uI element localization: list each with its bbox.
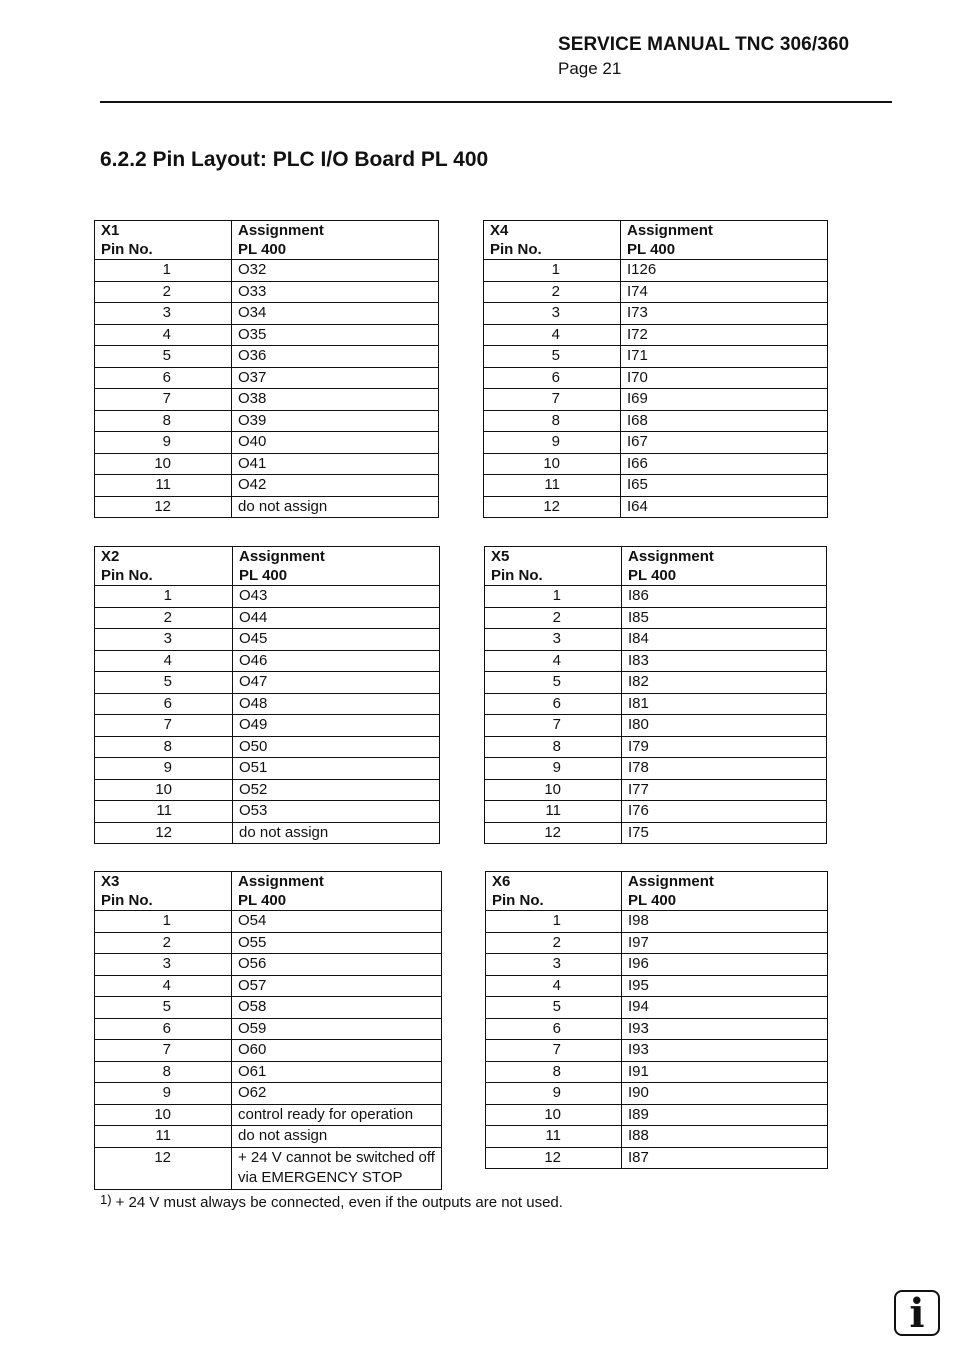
connector-label: X4: [490, 222, 509, 239]
table-row: [95, 911, 442, 933]
pin-assignment-cell: I74: [621, 281, 828, 303]
pin-assignment-cell: I80: [622, 715, 827, 737]
pin-assignment-cell: I85: [622, 607, 827, 629]
table-header-row: [95, 547, 440, 586]
pin-table-x6: [485, 871, 828, 1169]
pin-number-cell: 10: [95, 779, 233, 801]
pin-assignment-cell: I69: [621, 389, 828, 411]
pin-assignment-cell: O62: [232, 1083, 442, 1105]
table-header-row: [486, 872, 828, 911]
pin-number-cell: 7: [484, 389, 621, 411]
table-row: [95, 801, 440, 823]
pin-number-cell: 11: [95, 801, 233, 823]
table-row: [95, 758, 440, 780]
pin-assignment-cell: O55: [232, 932, 442, 954]
connector-pin-header: [486, 872, 622, 911]
connector-pin-header: [485, 547, 622, 586]
table-row: [95, 367, 439, 389]
pin-number-cell: 7: [95, 715, 233, 737]
pin-assignment-cell: I96: [622, 954, 828, 976]
pin-number-cell: 10: [486, 1104, 622, 1126]
pin-assignment-cell: O43: [233, 586, 440, 608]
pin-number-cell: 4: [95, 324, 232, 346]
pin-number-cell: 11: [484, 475, 621, 497]
pin-number-cell: 2: [486, 932, 622, 954]
table-row: [95, 954, 442, 976]
board-label: PL 400: [239, 567, 288, 584]
pin-number-cell: 9: [95, 432, 232, 454]
pin-number-cell: 10: [95, 1104, 232, 1126]
pin-assignment-cell: O33: [232, 281, 439, 303]
table-row: [485, 736, 827, 758]
assignment-header: [622, 872, 828, 911]
pin-assignment-cell: O60: [232, 1040, 442, 1062]
header-rule: [100, 101, 892, 103]
pin-number-cell: 7: [95, 389, 232, 411]
pin-assignment-cell: I64: [621, 496, 828, 518]
table-row: [484, 496, 828, 518]
pin-no-label: Pin No.: [492, 892, 544, 909]
table-row: [485, 758, 827, 780]
table-row: [485, 801, 827, 823]
table-row: [95, 410, 439, 432]
pin-assignment-cell: O56: [232, 954, 442, 976]
pin-number-cell: 1: [484, 260, 621, 282]
pin-number-cell: 10: [95, 453, 232, 475]
info-icon: i: [894, 1290, 940, 1336]
pin-number-cell: 7: [485, 715, 622, 737]
pin-number-cell: 10: [485, 779, 622, 801]
table-row: [486, 1018, 828, 1040]
pin-assignment-cell: I93: [622, 1040, 828, 1062]
table-row: [486, 997, 828, 1019]
connector-label: X2: [101, 548, 120, 565]
pin-number-cell: 5: [485, 672, 622, 694]
pin-assignment-cell: I126: [621, 260, 828, 282]
pin-assignment-cell: I84: [622, 629, 827, 651]
assignment-label: Assignment: [627, 222, 713, 239]
pin-assignment-cell: I94: [622, 997, 828, 1019]
assignment-label: Assignment: [628, 548, 714, 565]
board-label: PL 400: [628, 567, 677, 584]
table-row: [486, 954, 828, 976]
pin-table-x1: [94, 220, 439, 518]
pin-table-x4: [483, 220, 828, 518]
pin-number-cell: 1: [486, 911, 622, 933]
pin-assignment-cell: I72: [621, 324, 828, 346]
table-row: [484, 410, 828, 432]
pin-number-cell: 2: [485, 607, 622, 629]
pin-assignment-cell: I78: [622, 758, 827, 780]
table-row: [95, 932, 442, 954]
pin-assignment-cell: O48: [233, 693, 440, 715]
pin-number-cell: 12: [95, 822, 233, 844]
table-row: [95, 453, 439, 475]
pin-assignment-cell: I75: [622, 822, 827, 844]
pin-assignment-cell: O59: [232, 1018, 442, 1040]
pin-no-label: Pin No.: [101, 892, 153, 909]
pin-number-cell: 2: [484, 281, 621, 303]
connector-pin-header: [484, 221, 621, 260]
table-row: [486, 1126, 828, 1148]
pin-number-cell: 8: [95, 410, 232, 432]
pin-number-cell: 6: [485, 693, 622, 715]
pin-assignment-cell: I65: [621, 475, 828, 497]
pin-assignment-cell: control ready for operation: [232, 1104, 442, 1126]
pin-number-cell: 4: [95, 975, 232, 997]
pin-assignment-cell: I76: [622, 801, 827, 823]
pin-number-cell: 3: [95, 303, 232, 325]
pin-number-cell: 1: [95, 911, 232, 933]
pin-number-cell: 3: [484, 303, 621, 325]
header-title: SERVICE MANUAL TNC 306/360: [558, 34, 850, 55]
pin-assignment-cell: I79: [622, 736, 827, 758]
pin-assignment-cell: I66: [621, 453, 828, 475]
table-row: [95, 303, 439, 325]
pin-assignment-cell: I68: [621, 410, 828, 432]
connector-label: X6: [492, 873, 511, 890]
table-row: [486, 1061, 828, 1083]
pin-assignment-cell: O36: [232, 346, 439, 368]
pin-number-cell: 5: [486, 997, 622, 1019]
pin-assignment-cell: I93: [622, 1018, 828, 1040]
table-row: [95, 389, 439, 411]
pin-assignment-cell: I71: [621, 346, 828, 368]
table-row: [485, 672, 827, 694]
table-row: [95, 997, 442, 1019]
pin-assignment-cell: I77: [622, 779, 827, 801]
table-header-row: [95, 872, 442, 911]
table-row: [95, 586, 440, 608]
table-row: [95, 1104, 442, 1126]
pin-assignment-cell: I82: [622, 672, 827, 694]
pin-number-cell: 12: [95, 1147, 232, 1189]
assignment-header: [621, 221, 828, 260]
table-row: [95, 672, 440, 694]
table-row: [486, 932, 828, 954]
table-row: [484, 389, 828, 411]
board-label: PL 400: [238, 241, 287, 258]
pin-assignment-cell: I83: [622, 650, 827, 672]
pin-no-label: Pin No.: [101, 567, 153, 584]
table-header-row: [485, 547, 827, 586]
pin-assignment-cell: O35: [232, 324, 439, 346]
table-row: [485, 779, 827, 801]
table-row: [95, 822, 440, 844]
table-row: [485, 629, 827, 651]
table-row: [95, 693, 440, 715]
pin-assignment-cell: I73: [621, 303, 828, 325]
pin-assignment-cell: I67: [621, 432, 828, 454]
table-row: [484, 367, 828, 389]
pin-number-cell: 3: [95, 954, 232, 976]
table-row: [484, 324, 828, 346]
table-row: [95, 779, 440, 801]
table-row: [95, 260, 439, 282]
pin-number-cell: 4: [485, 650, 622, 672]
pin-number-cell: 6: [95, 693, 233, 715]
assignment-header: [622, 547, 827, 586]
pin-number-cell: 8: [484, 410, 621, 432]
pin-number-cell: 6: [95, 1018, 232, 1040]
assignment-header: [232, 872, 442, 911]
table-header-row: [95, 221, 439, 260]
table-row: [484, 346, 828, 368]
pin-assignment-cell: I81: [622, 693, 827, 715]
table-row: [95, 1018, 442, 1040]
table-row: [485, 693, 827, 715]
pin-number-cell: 7: [486, 1040, 622, 1062]
pin-number-cell: 1: [95, 586, 233, 608]
pin-number-cell: 9: [486, 1083, 622, 1105]
pin-number-cell: 4: [95, 650, 233, 672]
table-row: [95, 475, 439, 497]
table-row: [484, 432, 828, 454]
table-row: [485, 650, 827, 672]
pin-number-cell: 4: [486, 975, 622, 997]
table-row: [95, 1126, 442, 1148]
pin-number-cell: 7: [95, 1040, 232, 1062]
table-row: [486, 1083, 828, 1105]
table-row: [486, 911, 828, 933]
table-row: [95, 346, 439, 368]
table-header-row: [484, 221, 828, 260]
footnote-text: + 24 V must always be connected, even if the outputs are not used.: [115, 1194, 563, 1211]
pin-assignment-cell: O46: [233, 650, 440, 672]
pin-number-cell: 11: [486, 1126, 622, 1148]
pin-assignment-cell: I87: [622, 1147, 828, 1169]
pin-assignment-cell: I90: [622, 1083, 828, 1105]
pin-number-cell: 8: [95, 736, 233, 758]
pin-assignment-cell: O38: [232, 389, 439, 411]
table-row: [484, 260, 828, 282]
connector-label: X5: [491, 548, 510, 565]
pin-assignment-cell: O39: [232, 410, 439, 432]
pin-assignment-cell: do not assign: [232, 1126, 442, 1148]
table-row: [485, 715, 827, 737]
table-row: [95, 281, 439, 303]
table-row: [486, 1147, 828, 1169]
pin-number-cell: 2: [95, 607, 233, 629]
table-row: [484, 281, 828, 303]
pin-assignment-cell: I91: [622, 1061, 828, 1083]
pin-assignment-cell: O57: [232, 975, 442, 997]
pin-assignment-cell: O50: [233, 736, 440, 758]
pin-number-cell: 1: [95, 260, 232, 282]
pin-assignment-cell: O51: [233, 758, 440, 780]
table-row: [95, 1040, 442, 1062]
pin-number-cell: 12: [485, 822, 622, 844]
table-row: [95, 1061, 442, 1083]
pin-number-cell: 11: [95, 1126, 232, 1148]
pin-assignment-cell: I98: [622, 911, 828, 933]
board-label: PL 400: [627, 241, 676, 258]
pin-number-cell: 12: [486, 1147, 622, 1169]
table-row: [95, 324, 439, 346]
pin-assignment-cell: I88: [622, 1126, 828, 1148]
header-page-number: Page 21: [558, 59, 622, 78]
pin-number-cell: 5: [484, 346, 621, 368]
assignment-label: Assignment: [628, 873, 714, 890]
pin-assignment-cell: O49: [233, 715, 440, 737]
connector-label: X3: [101, 873, 120, 890]
pin-number-cell: 11: [95, 475, 232, 497]
pin-assignment-cell: I95: [622, 975, 828, 997]
table-row: [484, 475, 828, 497]
pin-assignment-cell: O53: [233, 801, 440, 823]
connector-label: X1: [101, 222, 120, 239]
pin-number-cell: 8: [485, 736, 622, 758]
pin-assignment-cell: O52: [233, 779, 440, 801]
table-row: [95, 432, 439, 454]
pin-number-cell: 8: [95, 1061, 232, 1083]
table-row: [95, 1083, 442, 1105]
connector-pin-header: [95, 872, 232, 911]
pin-number-cell: 12: [95, 496, 232, 518]
assignment-header: [232, 221, 439, 260]
pin-number-cell: 11: [485, 801, 622, 823]
connector-pin-header: [95, 547, 233, 586]
pin-no-label: Pin No.: [490, 241, 542, 258]
pin-number-cell: 3: [485, 629, 622, 651]
pin-number-cell: 9: [95, 1083, 232, 1105]
pin-assignment-cell: O47: [233, 672, 440, 694]
footnote: [100, 1194, 563, 1211]
pin-assignment-cell: O32: [232, 260, 439, 282]
pin-number-cell: 5: [95, 346, 232, 368]
pin-assignment-cell: O58: [232, 997, 442, 1019]
table-row: [95, 629, 440, 651]
table-row: [95, 715, 440, 737]
table-row: [485, 586, 827, 608]
board-label: PL 400: [238, 892, 287, 909]
table-row: [95, 607, 440, 629]
pin-assignment-cell: O45: [233, 629, 440, 651]
pin-number-cell: 8: [486, 1061, 622, 1083]
pin-number-cell: 6: [95, 367, 232, 389]
table-row: [95, 975, 442, 997]
pin-number-cell: 10: [484, 453, 621, 475]
pin-number-cell: 1: [485, 586, 622, 608]
pin-assignment-cell: O37: [232, 367, 439, 389]
pin-number-cell: 2: [95, 932, 232, 954]
pin-number-cell: 9: [95, 758, 233, 780]
pin-table-x5: [484, 546, 827, 844]
assignment-header: [233, 547, 440, 586]
assignment-label: Assignment: [238, 873, 324, 890]
table-row: [95, 1147, 442, 1189]
assignment-label: Assignment: [239, 548, 325, 565]
pin-number-cell: 9: [485, 758, 622, 780]
pin-number-cell: 12: [484, 496, 621, 518]
pin-number-cell: 3: [95, 629, 233, 651]
pin-assignment-cell: do not assign: [233, 822, 440, 844]
pin-assignment-cell: O42: [232, 475, 439, 497]
board-label: PL 400: [628, 892, 677, 909]
table-row: [486, 1104, 828, 1126]
section-title: 6.2.2 Pin Layout: PLC I/O Board PL 400: [100, 148, 489, 171]
pin-assignment-cell: I97: [622, 932, 828, 954]
pin-assignment-cell: I70: [621, 367, 828, 389]
pin-number-cell: 2: [95, 281, 232, 303]
pin-assignment-cell: O44: [233, 607, 440, 629]
pin-number-cell: 6: [486, 1018, 622, 1040]
pin-assignment-cell: O61: [232, 1061, 442, 1083]
pin-assignment-cell: O54: [232, 911, 442, 933]
pin-table-x3: [94, 871, 442, 1190]
footnote-marker: 1): [100, 1192, 112, 1207]
pin-no-label: Pin No.: [101, 241, 153, 258]
pin-no-label: Pin No.: [491, 567, 543, 584]
pin-number-cell: 5: [95, 672, 233, 694]
pin-table-x2: [94, 546, 440, 844]
table-row: [95, 650, 440, 672]
pin-assignment-cell: I89: [622, 1104, 828, 1126]
table-row: [484, 453, 828, 475]
table-row: [485, 607, 827, 629]
pin-number-cell: 9: [484, 432, 621, 454]
table-row: [95, 496, 439, 518]
table-row: [485, 822, 827, 844]
connector-pin-header: [95, 221, 232, 260]
table-row: [95, 736, 440, 758]
pin-number-cell: 4: [484, 324, 621, 346]
table-row: [484, 303, 828, 325]
pin-assignment-cell: O34: [232, 303, 439, 325]
table-row: [486, 1040, 828, 1062]
table-row: [486, 975, 828, 997]
assignment-label: Assignment: [238, 222, 324, 239]
pin-number-cell: 6: [484, 367, 621, 389]
pin-number-cell: 3: [486, 954, 622, 976]
pin-number-cell: 5: [95, 997, 232, 1019]
pin-assignment-cell: I86: [622, 586, 827, 608]
pin-assignment-cell: O41: [232, 453, 439, 475]
pin-assignment-cell: do not assign: [232, 496, 439, 518]
pin-assignment-cell: + 24 V cannot be switched off via EMERGENCY STOP: [232, 1147, 442, 1189]
pin-assignment-cell: O40: [232, 432, 439, 454]
